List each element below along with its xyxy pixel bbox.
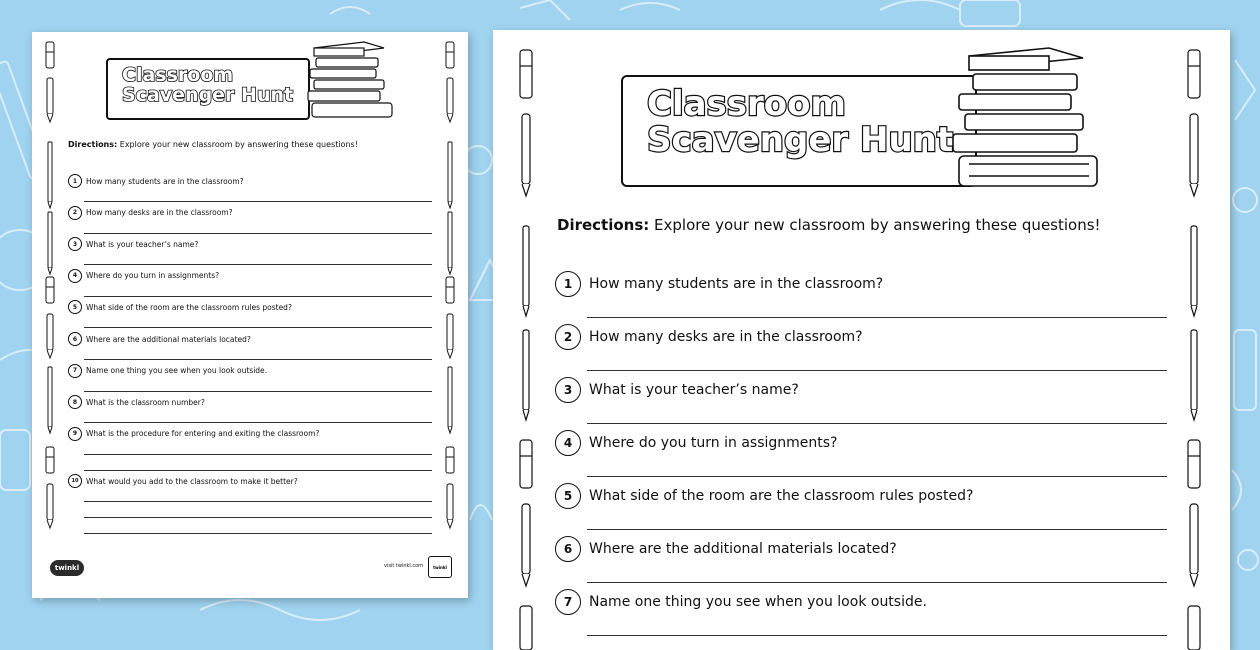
question-item bbox=[555, 324, 863, 350]
question-item bbox=[68, 206, 233, 220]
answer-line[interactable] bbox=[587, 635, 1167, 636]
question-number: 8 bbox=[68, 395, 82, 409]
answer-line[interactable] bbox=[587, 423, 1167, 424]
footer-badge: twinkl bbox=[428, 556, 452, 578]
question-item bbox=[555, 377, 799, 403]
question-item bbox=[555, 589, 927, 615]
question-number: 5 bbox=[555, 483, 581, 509]
question-text: Where do you turn in assignments? bbox=[589, 435, 838, 451]
answer-line[interactable] bbox=[84, 454, 432, 455]
stationery-border-left-icon bbox=[42, 32, 58, 552]
question-number: 7 bbox=[68, 364, 82, 378]
question-number: 1 bbox=[68, 174, 82, 188]
question-number: 6 bbox=[68, 332, 82, 346]
worksheet-preview-large bbox=[493, 30, 1230, 650]
answer-line[interactable] bbox=[84, 327, 432, 328]
question-number: 3 bbox=[555, 377, 581, 403]
question-text: What is your teacher’s name? bbox=[86, 239, 199, 249]
question-number: 10 bbox=[68, 474, 82, 488]
answer-line[interactable] bbox=[84, 201, 432, 202]
question-item bbox=[68, 269, 219, 283]
question-text: What is the procedure for entering and exiting the classroom? bbox=[86, 429, 320, 439]
question-number: 1 bbox=[555, 271, 581, 297]
question-text: What is your teacher’s name? bbox=[589, 382, 799, 398]
answer-line[interactable] bbox=[84, 391, 432, 392]
books-stack-icon bbox=[306, 40, 398, 124]
question-item bbox=[555, 483, 973, 509]
answer-line[interactable] bbox=[84, 501, 432, 502]
answer-line[interactable] bbox=[84, 422, 432, 423]
footer-url: visit twinkl.com bbox=[384, 563, 424, 569]
question-number: 2 bbox=[68, 206, 82, 220]
question-text: What side of the room are the classroom rules posted? bbox=[86, 302, 292, 312]
twinkl-logo: twinkl bbox=[50, 560, 84, 576]
question-item bbox=[555, 271, 883, 297]
question-text: Name one thing you see when you look outside. bbox=[86, 366, 268, 376]
answer-line[interactable] bbox=[84, 233, 432, 234]
answer-line[interactable] bbox=[587, 582, 1167, 583]
question-item bbox=[68, 174, 244, 188]
answer-line[interactable] bbox=[84, 296, 432, 297]
stationery-border-right-icon bbox=[1183, 30, 1205, 650]
worksheet-preview-small bbox=[32, 32, 468, 598]
question-number: 2 bbox=[555, 324, 581, 350]
question-item bbox=[555, 536, 897, 562]
question-item bbox=[68, 332, 251, 346]
question-text: What is the classroom number? bbox=[86, 397, 205, 407]
question-text: Where are the additional materials located? bbox=[589, 541, 897, 557]
question-text: How many students are in the classroom? bbox=[86, 176, 244, 186]
question-text: How many desks are in the classroom? bbox=[86, 208, 233, 218]
answer-line[interactable] bbox=[84, 470, 432, 471]
answer-line[interactable] bbox=[84, 533, 432, 534]
directions bbox=[557, 216, 1101, 234]
question-text: Where do you turn in assignments? bbox=[86, 271, 220, 281]
books-stack-icon bbox=[949, 46, 1103, 192]
answer-line[interactable] bbox=[587, 370, 1167, 371]
question-item bbox=[68, 237, 198, 251]
title-banner bbox=[106, 58, 310, 120]
answer-line[interactable] bbox=[587, 317, 1167, 318]
answer-line[interactable] bbox=[84, 517, 432, 518]
question-number: 5 bbox=[68, 300, 82, 314]
question-text: What side of the room are the classroom rules posted? bbox=[589, 488, 974, 504]
title-banner bbox=[621, 75, 977, 187]
question-number: 4 bbox=[555, 430, 581, 456]
question-item bbox=[68, 427, 319, 441]
directions-label: Directions: bbox=[557, 216, 650, 234]
title-line-2: Scavenger Hunt bbox=[647, 119, 954, 160]
question-item bbox=[68, 395, 205, 409]
title-line-1: Classroom bbox=[122, 64, 234, 86]
question-number: 6 bbox=[555, 536, 581, 562]
question-item bbox=[68, 300, 292, 314]
question-item bbox=[68, 474, 298, 488]
directions bbox=[68, 140, 358, 149]
question-number: 3 bbox=[68, 237, 82, 251]
question-number: 4 bbox=[68, 269, 82, 283]
question-number: 7 bbox=[555, 589, 581, 615]
answer-line[interactable] bbox=[587, 476, 1167, 477]
answer-line[interactable] bbox=[587, 529, 1167, 530]
question-number: 9 bbox=[68, 427, 82, 441]
question-text: How many desks are in the classroom? bbox=[589, 329, 863, 345]
question-text: How many students are in the classroom? bbox=[589, 276, 884, 292]
directions-text: Explore your new classroom by answering these questions! bbox=[649, 216, 1101, 234]
question-text: Name one thing you see when you look outside. bbox=[589, 594, 927, 610]
answer-line[interactable] bbox=[84, 359, 432, 360]
question-item bbox=[555, 430, 837, 456]
question-text: What would you add to the classroom to make it better? bbox=[86, 476, 298, 486]
answer-line[interactable] bbox=[84, 264, 432, 265]
title-line-2: Scavenger Hunt bbox=[122, 83, 294, 106]
stationery-border-left-icon bbox=[515, 30, 537, 650]
directions-label: Directions: bbox=[68, 140, 118, 149]
stationery-border-right-icon bbox=[442, 32, 458, 552]
directions-text: Explore your new classroom by answering these questions! bbox=[117, 140, 358, 149]
title-line-1: Classroom bbox=[647, 84, 846, 124]
question-item bbox=[68, 364, 267, 378]
question-text: Where are the additional materials located? bbox=[86, 334, 251, 344]
